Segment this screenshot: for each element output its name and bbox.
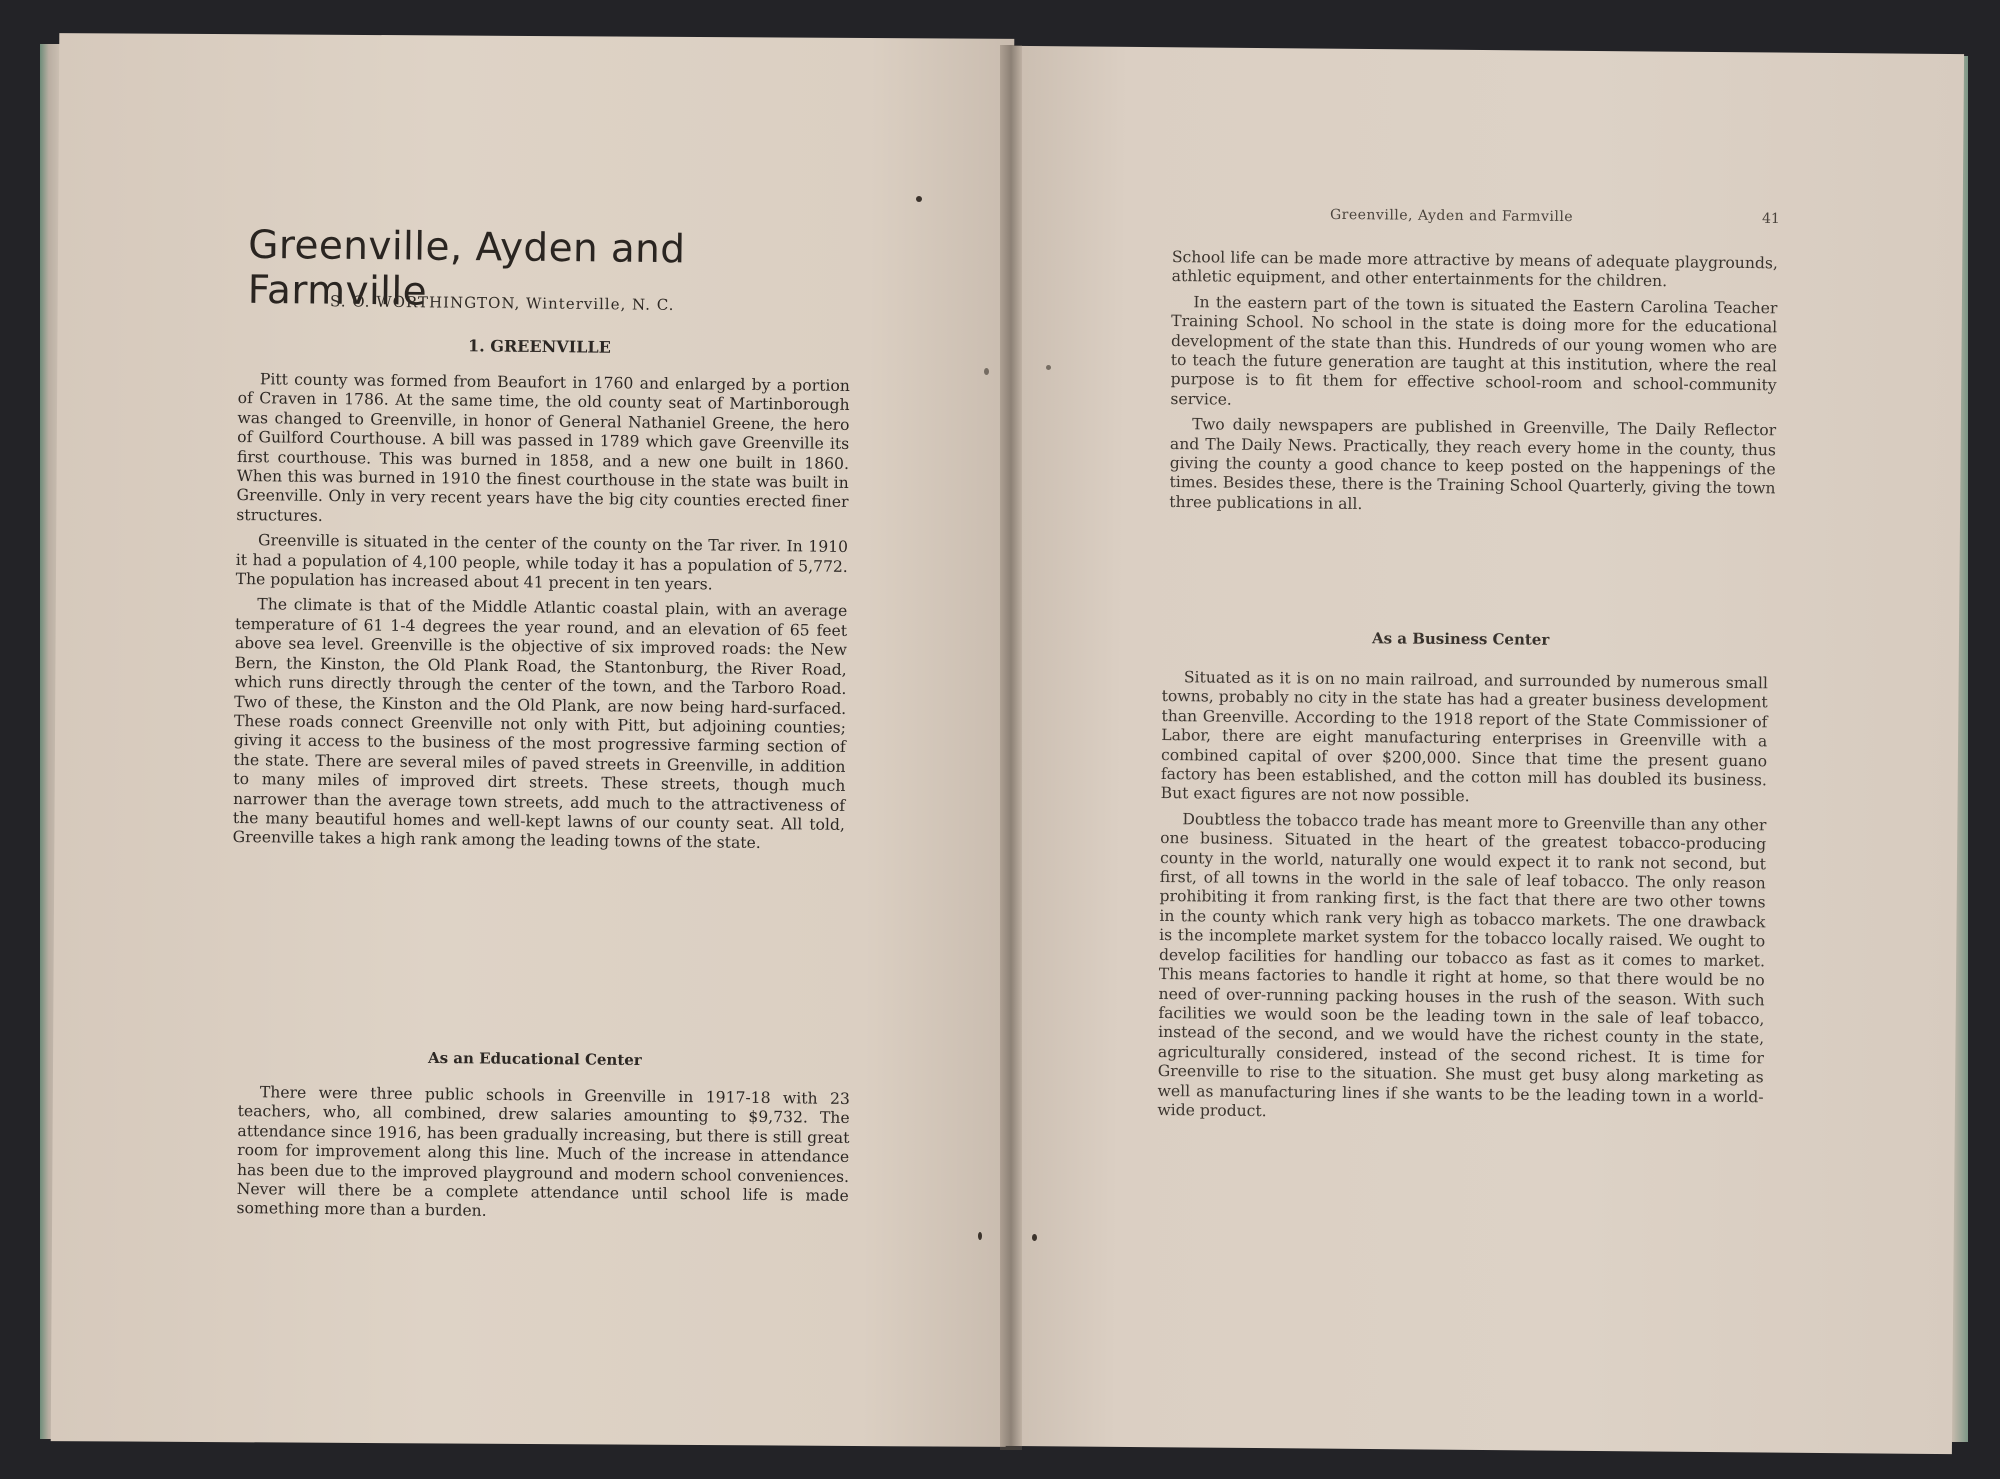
paragraph: In the eastern part of the town is situated the Eastern Carolina Teacher Training School. No school in the state is doing more for the educational development of the state than this. Hundreds of our young women who are to teach the future generation are taught at this institution, where the real purpose is to fit them for effective school-room and school-community service. xyxy=(1170,293,1778,409)
paragraph: Situated as it is on no main railroad, and surrounded by numerous small towns, probably no city in the state has had a greater business development than Greenville. According to the 1918 report of the State Commissioner of Labor, there are eight manufacturing enterprises in Greenville with a combined capital of over $200,000. Since that time the present guano factory has been established, and the cotton mill has doubled its business. But exact figures are not now possible. xyxy=(1160,668,1768,806)
paragraph: Doubtless the tobacco trade has meant more to Greenville than any other one business. Situated in the heart of the greatest tobacco-producing county in the world, naturally one would expect it to rank not second, but first, of all towns in the world in the sale of leaf tobacco. The only reason prohibiting it from ranking first, is the fact that there are two other towns in the county which rank very high as tobacco markets. The one drawback is the incomplete market system for the tobacco locally raised. We ought to develop facilities for handling our tobacco as fast as it comes to market. This means factories to handle it right at home, so that there would be no need of over-running packing houses in the rush of the season. With such facilities we would soon be the leading town in the sale of leaf tobacco, instead of the second, and we would have the richest county in the state, agriculturally considered, instead of the second richest. It is time for Greenville to rise to the situation. She must get busy along marketing as well as manufacturing lines if she wants to be the leading town in a world-wide product. xyxy=(1157,810,1767,1121)
running-head: Greenville, Ayden and Farmville xyxy=(1329,206,1574,226)
paragraph: Two daily newspapers are published in Greenville, The Daily Reflector and The Daily News. Practically, they reach every home in the county, thus giving the county a good chance to keep posted on the happenings of the times. Besides these, there is the Training School Quarterly, giving the town three publications in all. xyxy=(1169,415,1777,513)
paragraph: Pitt county was formed from Beaufort in 1760 and enlarged by a portion of Craven in 1786. At the same time, the old county seat of Martinborough was changed to Greenville, in honor of General Nathaniel Greene, the hero of Guilford Courthouse. A bill was passed in 1789 which gave Greenville its first courthouse. This was burned in 1858, and a new one built in 1860. When this was burned in 1910 the finest courthouse in the state was built in Greenville. Only in very recent years have the big city counties erected finer structures. xyxy=(236,370,850,525)
paper-speck xyxy=(984,368,989,375)
article-byline: S. O. WORTHINGTON, Winterville, N. C. xyxy=(329,292,675,314)
left-body-text-2 xyxy=(236,1083,850,1232)
paper-speck xyxy=(1032,1234,1037,1241)
paper-speck xyxy=(1046,365,1051,370)
subheading-educational-center: As an Educational Center xyxy=(427,1048,642,1070)
paragraph: The climate is that of the Middle Atlantic coastal plain, with an average temperature of 61 1-4 degrees the year round, and an elevation of 65 feet above sea level. Greenville is the objective of six improved roads: the New Bern, the Kinston, the Old Plank Road, the Stantonburg, the River Road, which runs directly through the center of the town, and the Tarboro Road. Two of these, the Kinston and the Old Plank, are now being hard-surfaced. These roads connect Greenville not only with Pitt, but adjoining counties; giving it access to the business of the most progressive farming section of the state. There are several miles of paved streets in Greenville, in addition to many miles of improved dirt streets. These streets, though much narrower than the average town streets, add much to the attractiveness of the many beautiful homes and well-kept lawns of our county seat. All told, Greenville takes a high rank among the leading towns of the state. xyxy=(232,595,848,853)
paragraph: School life can be made more attractive by means of adequate playgrounds, athletic equipment, and other entertainments for the children. xyxy=(1171,248,1778,291)
right-body-text xyxy=(1169,248,1778,525)
subheading-business-center: As a Business Center xyxy=(1371,629,1550,649)
page-number: 41 xyxy=(1761,210,1780,228)
paragraph: Greenville is situated in the center of the county on the Tar river. In 1910 it had a population of 4,100 people, while today it has a population of 5,772. The population has increased about 41 precent in ten years. xyxy=(235,531,849,594)
section-heading-greenville: 1. GREENVILLE xyxy=(467,336,611,357)
book-gutter xyxy=(1000,45,1022,1450)
paper-speck xyxy=(978,1232,982,1240)
left-body-text xyxy=(233,370,850,861)
right-body-text-2 xyxy=(1157,668,1768,1133)
paper-speck xyxy=(916,196,922,202)
paragraph: There were three public schools in Greenville in 1917-18 with 23 teachers, who, all combined, drew salaries amounting to $9,732. The attendance since 1916, has been gradually increasing, but there is still great room for improvement along this line. Much of the increase in attendance has been due to the improved playground and modern school conveniences. Never will there be a complete attendance until school life is made something more than a burden. xyxy=(236,1083,850,1221)
article-title: Greenville, Ayden and Farmville xyxy=(247,222,686,315)
